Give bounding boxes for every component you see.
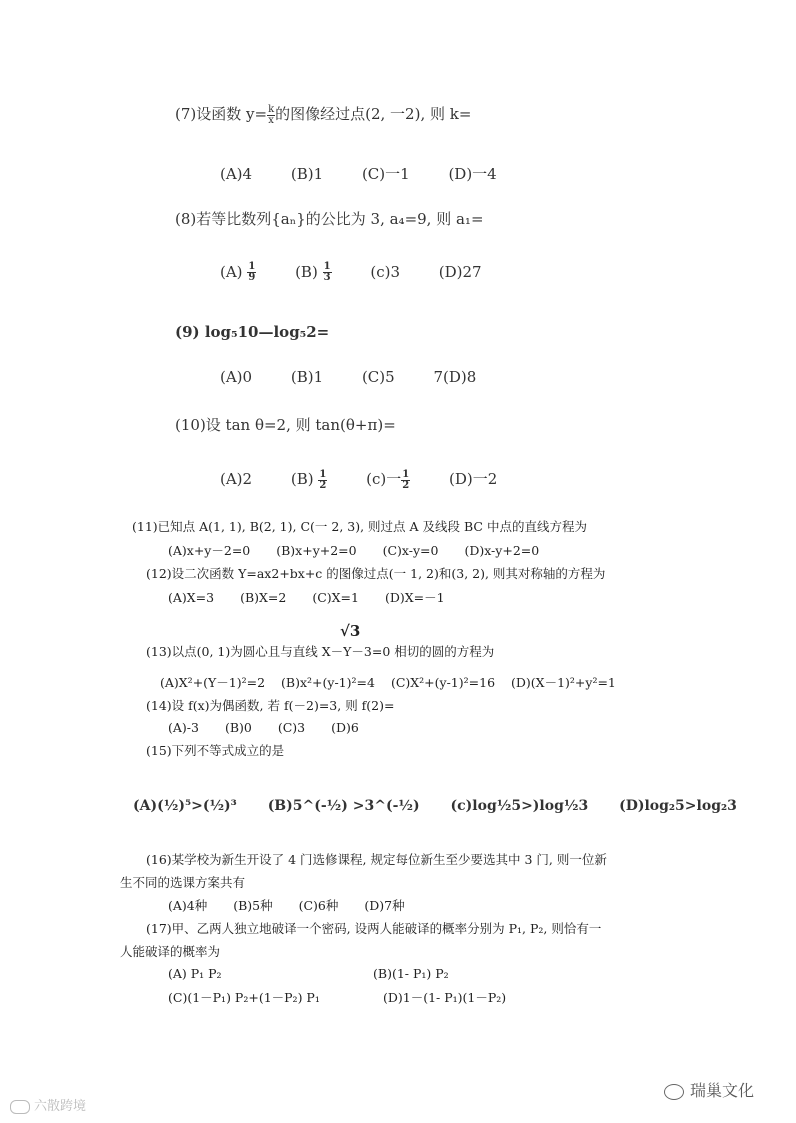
question-15-options [133,798,737,814]
q16-option-b: (B)5种 [233,898,273,913]
q8-option-d: (D)27 [438,262,482,281]
question-9-options [220,368,510,386]
q10-opt-b-den: 2 [319,479,327,491]
q7-option-b: (B)1 [290,165,324,183]
q15-option-b: (B)5^(-½) >3^(-½) [267,798,420,814]
q15-option-c: (c)log½5>)log½3 [450,798,589,814]
q9-option-a: (A)0 [220,368,253,386]
question-16-line2: 生不同的选课方案共有 [120,875,246,890]
question-14-stem: (14)设 f(x)为偶函数, 若 f(－2)=3, 则 f(2)= [146,698,395,713]
q12-option-d: (D)X=－1 [384,590,445,605]
q14-option-c: (C)3 [277,720,306,735]
q10-opt-c-fraction [401,470,410,491]
q7-stem-pre: (7)设函数 y= [175,105,268,123]
q10-option-d: (D)一2 [449,470,498,488]
q8-opt-a-num: 1 [248,261,256,272]
q8-option-b [295,263,331,281]
q11-option-a: (A)x+y－2=0 [168,543,251,558]
q8-opt-a-den: 9 [248,272,256,283]
q9-option-d: 7(D)8 [433,368,477,386]
q17-option-a: (A) P₁ P₂ [168,966,222,981]
q13-option-c: (C)X²+(y-1)²=16 [390,675,496,690]
watermark-right [664,1078,754,1101]
q17-option-d: (D)1－(1- P₁)(1－P₂) [383,990,507,1005]
q11-option-b: (B)x+y+2=0 [276,543,357,558]
q8-option-c: (c)3 [370,262,400,281]
question-13-options [160,673,616,691]
q7-fraction [267,105,275,126]
q16-option-c: (C)6种 [298,898,339,913]
q12-option-b: (B)X=2 [240,590,287,605]
q14-option-b: (B)0 [224,720,252,735]
q11-option-c: (C)x-y=0 [382,543,439,558]
question-12-options [168,588,467,606]
q16-option-a: (A)4种 [168,898,208,913]
question-12-stem: (12)设二次函数 Y=ax2+bx+c 的图像过点(一 1, 2)和(3, 2), 则其对称轴的方程为 [146,566,606,581]
q12-option-c: (C)X=1 [312,590,359,605]
question-7-stem [175,103,471,126]
question-9-stem: (9) log₅10—log₅2= [175,323,330,341]
q15-option-a: (A)(½)⁵>(½)³ [133,798,237,814]
q8-opt-b-label: (B) [295,262,318,281]
question-11-options [168,541,561,559]
watermark-logo-icon [10,1100,30,1114]
q10-opt-b-fraction [318,470,327,491]
q15-option-d: (D)log₂5>log₂3 [619,798,737,814]
q8-opt-b-fraction [323,262,332,283]
wechat-icon [664,1084,684,1100]
q8-opt-b-den: 3 [323,272,331,283]
q10-opt-c-den: 2 [402,479,410,491]
question-7-options [220,163,531,184]
q7-option-c: (C)一1 [361,165,410,183]
q11-option-d: (D)x-y+2=0 [464,543,540,558]
q10-option-c [366,468,410,491]
question-17-line2: 人能破译的概率为 [120,944,221,959]
question-13-stem: (13)以点(0, 1)为圆心且与直线 X－Y－3=0 相切的圆的方程为 [146,644,495,659]
q10-opt-b-num: 1 [319,468,327,480]
question-16-line1: (16)某学校为新生开设了 4 门选修课程, 规定每位新生至少要选其中 3 门, 则一位新 [146,852,607,867]
question-11-stem: (11)已知点 A(1, 1), B(2, 1), C(一 2, 3), 则过点 A 及线段 BC 中点的直线方程为 [132,519,587,534]
q13-option-b: (B)x²+(y-1)²=4 [281,675,375,690]
q17-option-b: (B)(1- P₁) P₂ [373,966,449,981]
question-10-stem: (10)设 tan θ=2, 则 tan(θ+π)= [175,416,396,434]
question-17-line1: (17)甲、乙两人独立地破译一个密码, 设两人能破译的概率分别为 P₁, P₂, 则恰有一 [146,921,602,936]
q10-option-a: (A)2 [220,470,253,488]
q12-option-a: (A)X=3 [168,590,215,605]
q13-option-a: (A)X²+(Y－1)²=2 [160,675,266,690]
q8-opt-a-label: (A) [220,262,243,281]
q7-frac-den: x [268,114,274,126]
q13-sqrt3: √3 [340,622,361,640]
question-10-options [220,468,531,491]
q14-option-a: (A)-3 [168,720,199,735]
question-8-options [220,262,516,283]
question-16-options [168,896,427,914]
q10-opt-b-label: (B) [290,470,314,488]
watermark-left [10,1095,86,1114]
q14-option-d: (D)6 [331,720,359,735]
q7-option-a: (A)4 [220,165,253,183]
question-8-stem: (8)若等比数列{aₙ}的公比为 3, a₄=9, 则 a₁= [175,210,484,228]
watermark-right-text: 瑞巢文化 [690,1081,755,1100]
q10-option-b [290,468,327,491]
q7-stem-post: 的图像经过点(2, 一2), 则 k= [275,105,472,123]
q7-option-d: (D)一4 [448,165,497,183]
q10-opt-c-num: 1 [402,468,410,480]
q16-option-d: (D)7种 [364,898,405,913]
q8-opt-b-num: 1 [323,261,331,272]
question-15-stem: (15)下列不等式成立的是 [146,743,285,758]
q17-option-c: (C)(1－P₁) P₂+(1－P₂) P₁ [168,990,320,1005]
q7-frac-num: k [268,103,275,115]
q9-option-b: (B)1 [290,368,324,386]
q8-opt-a-fraction [247,262,256,283]
q13-option-d: (D)(X－1)²+y²=1 [511,675,616,690]
q10-opt-c-label: (c)一 [366,470,402,488]
q9-option-c: (C)5 [361,368,395,386]
question-14-options [168,720,381,735]
q8-option-a [220,263,256,281]
watermark-left-text: 六散跨境 [34,1099,87,1114]
